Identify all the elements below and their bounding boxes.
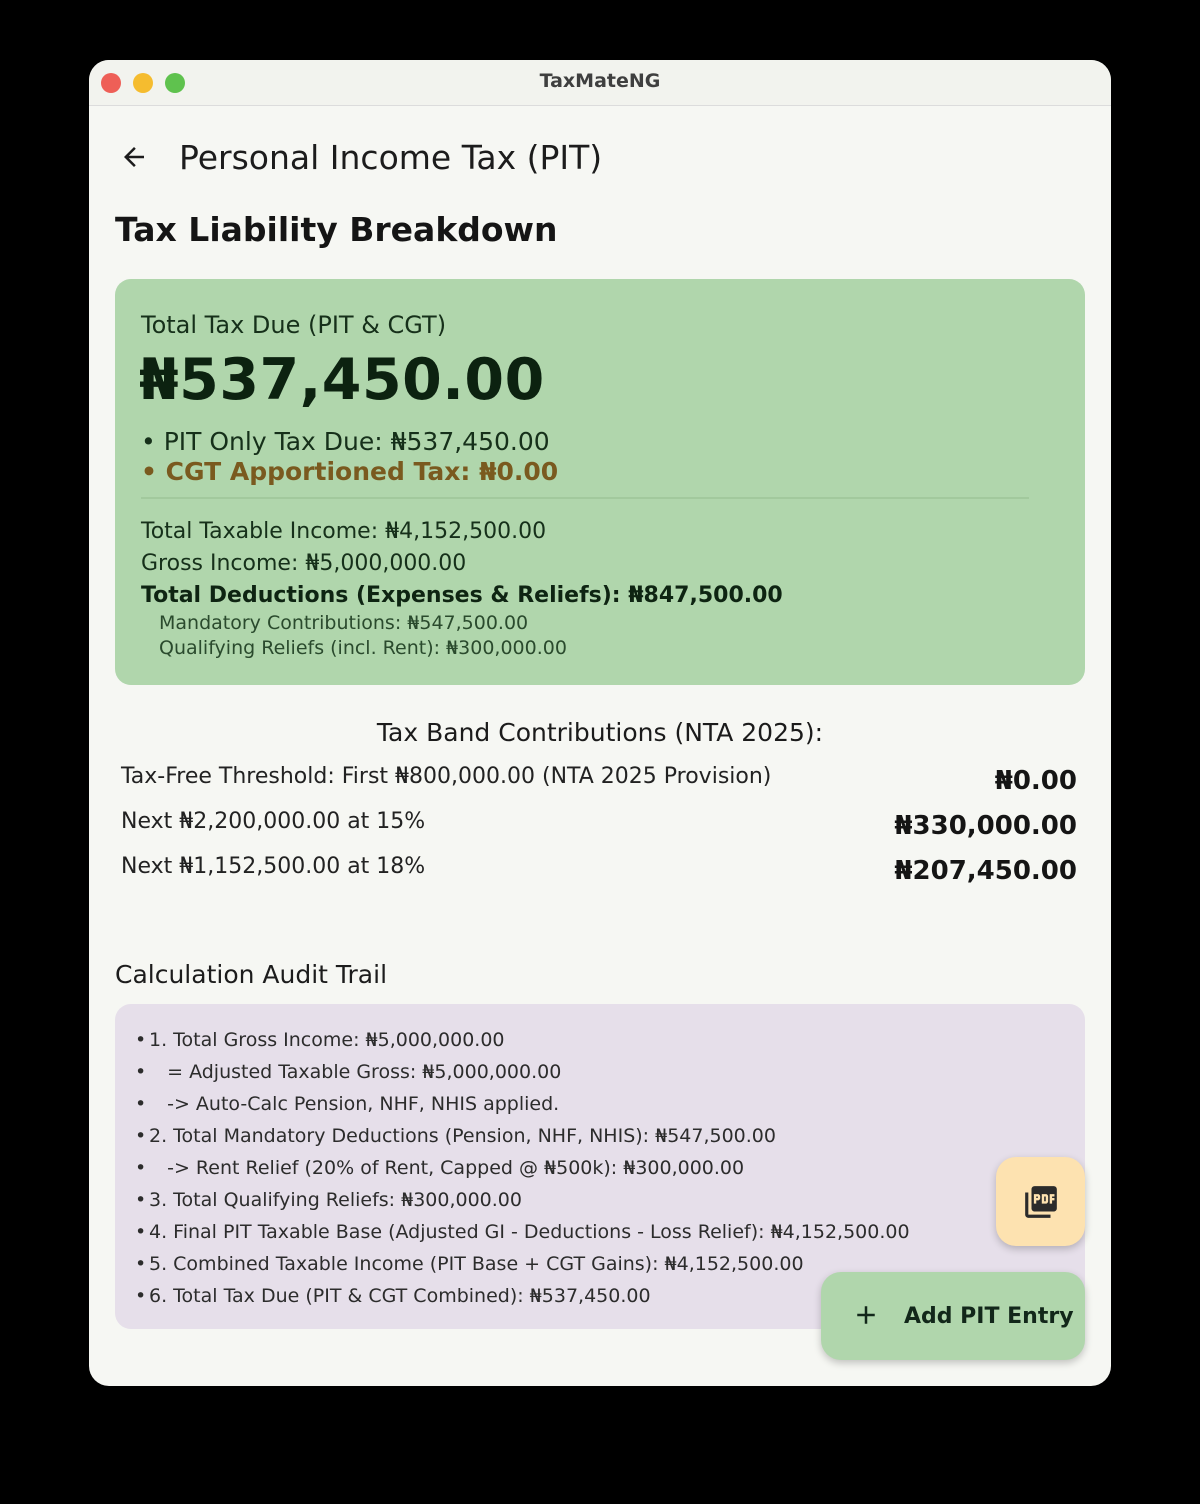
audit-bullet: •: [135, 1061, 147, 1083]
audit-item-text: 2. Total Mandatory Deductions (Pension, NHF, NHIS): ₦547,500.00: [149, 1125, 776, 1147]
audit-item: [135, 1284, 910, 1316]
audit-bullet: •: [135, 1221, 147, 1243]
window-title: TaxMateNG: [539, 70, 661, 92]
tax-band-row: [121, 850, 1077, 890]
audit-bullet: •: [135, 1125, 147, 1147]
audit-item-text: 4. Final PIT Taxable Base (Adjusted GI - Deductions - Loss Relief): ₦4,152,500.00: [149, 1221, 910, 1243]
audit-trail-title: Calculation Audit Trail: [115, 960, 388, 989]
app-bar: [89, 106, 1111, 206]
audit-bullet: •: [135, 1285, 147, 1307]
audit-bullet: •: [135, 1253, 147, 1275]
total-deductions: Total Deductions (Expenses & Reliefs): ₦847,500.00: [141, 583, 783, 608]
add-pit-entry-label: Add PIT Entry: [904, 1304, 1074, 1329]
audit-item-text: -> Rent Relief (20% of Rent, Capped @ ₦500k): ₦300,000.00: [149, 1157, 745, 1179]
total-tax-amount: ₦537,450.00: [139, 347, 545, 413]
export-pdf-button[interactable]: [996, 1157, 1085, 1246]
tax-band-label: Tax-Free Threshold: First ₦800,000.00 (NTA 2025 Provision): [121, 764, 772, 789]
tax-band-row: [121, 805, 1077, 845]
audit-item: [135, 1156, 910, 1188]
mandatory-contributions: Mandatory Contributions: ₦547,500.00: [159, 612, 529, 634]
summary-divider: [141, 497, 1029, 499]
page-title: Personal Income Tax (PIT): [179, 138, 603, 177]
qualifying-reliefs: Qualifying Reliefs (incl. Rent): ₦300,000.00: [159, 637, 567, 659]
tax-band-label: Next ₦1,152,500.00 at 18%: [121, 854, 426, 879]
audit-bullet: •: [135, 1157, 147, 1179]
pdf-export-icon: [1022, 1183, 1060, 1221]
window-titlebar: [89, 60, 1111, 106]
audit-item-text: 3. Total Qualifying Reliefs: ₦300,000.00: [149, 1189, 522, 1211]
audit-bullet: •: [135, 1093, 147, 1115]
tax-band-value: ₦0.00: [994, 766, 1077, 796]
add-pit-entry-button[interactable]: [821, 1272, 1085, 1360]
audit-item: [135, 1028, 910, 1060]
audit-bullet: •: [135, 1029, 147, 1051]
arrow-left-icon: [119, 142, 149, 172]
audit-item-text: = Adjusted Taxable Gross: ₦5,000,000.00: [149, 1061, 562, 1083]
tax-bands-title: Tax Band Contributions (NTA 2025):: [376, 718, 824, 747]
audit-item-text: 5. Combined Taxable Income (PIT Base + CGT Gains): ₦4,152,500.00: [149, 1253, 804, 1275]
app-window: [89, 60, 1111, 1386]
tax-band-label: Next ₦2,200,000.00 at 15%: [121, 809, 426, 834]
plus-icon: [851, 1300, 881, 1330]
total-tax-label: Total Tax Due (PIT & CGT): [141, 311, 447, 339]
tax-band-value: ₦330,000.00: [894, 811, 1077, 841]
audit-item: [135, 1188, 910, 1220]
tax-band-value: ₦207,450.00: [894, 856, 1077, 886]
gross-income: Gross Income: ₦5,000,000.00: [141, 551, 467, 576]
audit-item-text: 1. Total Gross Income: ₦5,000,000.00: [149, 1029, 505, 1051]
tax-summary-card: [115, 279, 1085, 685]
audit-item-text: -> Auto-Calc Pension, NHF, NHIS applied.: [149, 1093, 560, 1115]
audit-trail-list: [135, 1028, 910, 1316]
section-heading: Tax Liability Breakdown: [115, 210, 558, 249]
audit-bullet: •: [135, 1189, 147, 1211]
back-button[interactable]: [111, 134, 157, 180]
total-taxable-income: Total Taxable Income: ₦4,152,500.00: [141, 519, 547, 544]
pit-only-tax: • PIT Only Tax Due: ₦537,450.00: [141, 427, 550, 456]
cgt-apportioned-tax: • CGT Apportioned Tax: ₦0.00: [141, 457, 559, 486]
audit-item: [135, 1124, 910, 1156]
tax-band-row: [121, 760, 1077, 800]
audit-item: [135, 1220, 910, 1252]
audit-item: [135, 1092, 910, 1124]
audit-item: [135, 1060, 910, 1092]
audit-item: [135, 1252, 910, 1284]
audit-item-text: 6. Total Tax Due (PIT & CGT Combined): ₦537,450.00: [149, 1285, 651, 1307]
